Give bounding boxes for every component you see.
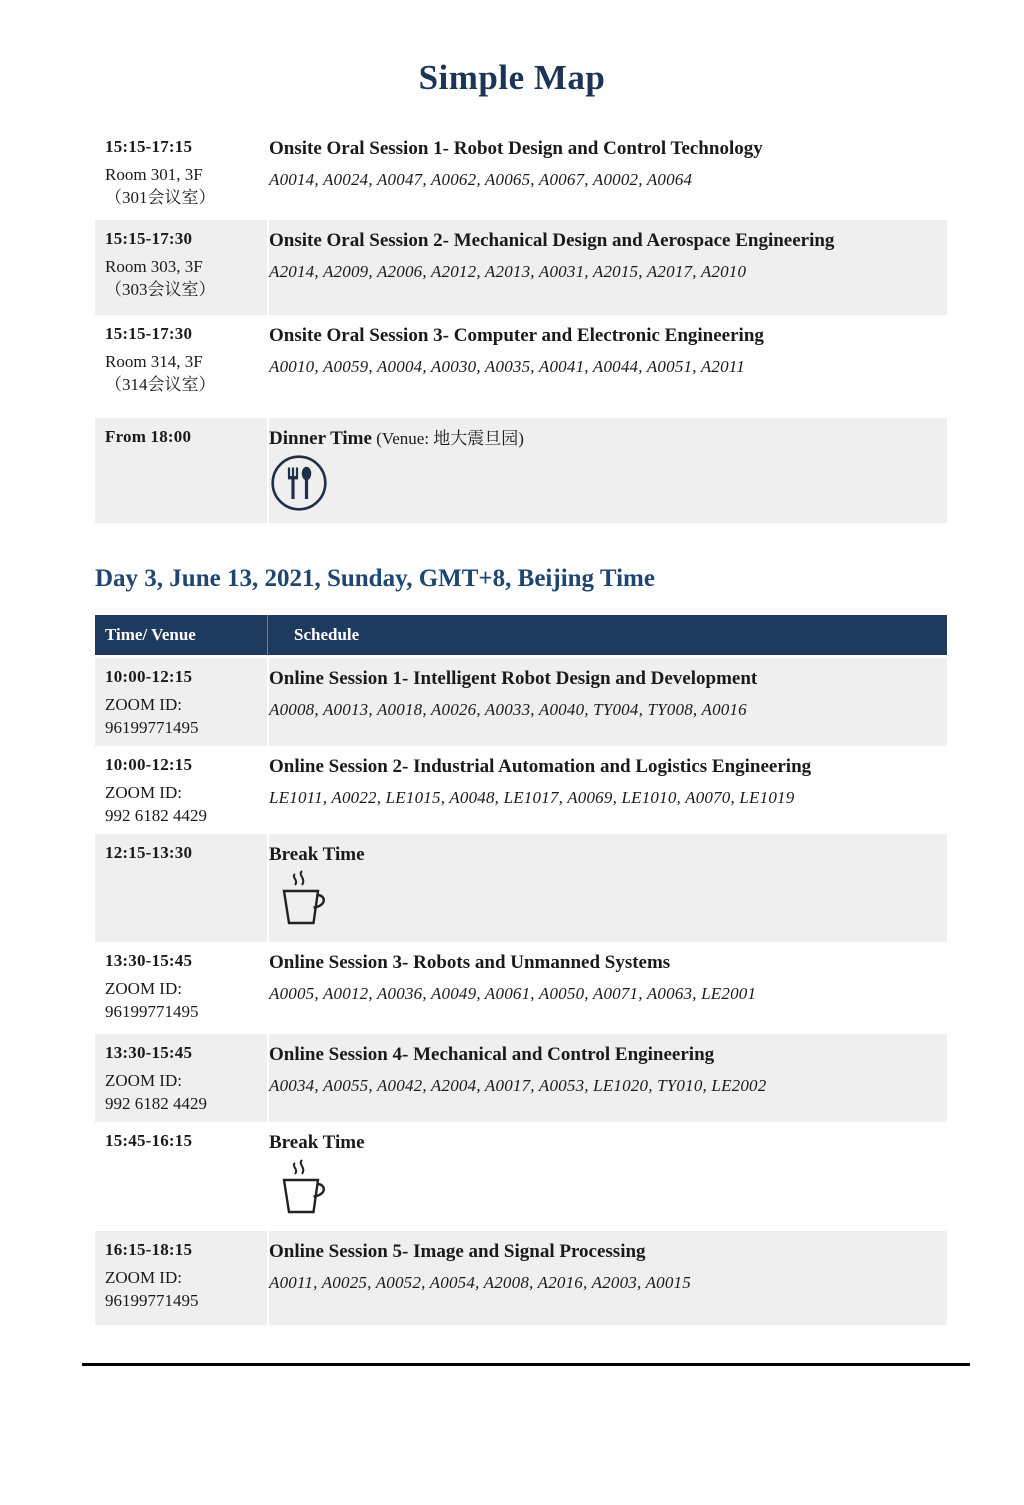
session-title-line bbox=[269, 229, 937, 253]
session-title: Online Session 5- Image and Signal Processing bbox=[269, 1241, 646, 1262]
schedule-cell bbox=[267, 418, 947, 523]
schedule-cell bbox=[267, 658, 947, 746]
time-venue-cell bbox=[95, 220, 267, 315]
session-venue-line1: ZOOM ID: bbox=[105, 979, 182, 999]
schedule-row bbox=[95, 746, 947, 834]
schedule-cell bbox=[267, 746, 947, 834]
schedule-cell bbox=[267, 942, 947, 1034]
session-venue-line2: （314会议室） bbox=[105, 374, 216, 394]
schedule-cell bbox=[267, 1122, 947, 1231]
conference-program-page bbox=[0, 58, 1024, 1366]
session-time: 15:15-17:30 bbox=[105, 229, 193, 248]
session-title-line bbox=[269, 951, 937, 975]
time-venue-cell bbox=[95, 746, 267, 834]
session-title: Online Session 3- Robots and Unmanned Systems bbox=[269, 952, 671, 974]
session-title: Online Session 2- Industrial Automation and Logistics Engineering bbox=[269, 755, 812, 777]
page-title: Simple Map bbox=[418, 58, 606, 97]
session-time: 13:30-15:45 bbox=[105, 1043, 193, 1063]
session-icon-slot bbox=[269, 1158, 937, 1225]
coffee-cup-icon bbox=[275, 869, 331, 931]
schedule-row bbox=[95, 1122, 947, 1231]
schedule-row bbox=[95, 834, 947, 943]
page-bottom-rule bbox=[82, 1363, 970, 1366]
session-paper-codes: A0034, A0055, A0042, A2004, A0017, A0053, LE1020, TY010, LE2002 bbox=[269, 1076, 767, 1096]
session-title-line bbox=[269, 1043, 937, 1067]
schedule-row bbox=[95, 1034, 947, 1122]
onsite-sessions-table bbox=[95, 128, 947, 523]
session-title-line bbox=[269, 667, 937, 691]
time-venue-cell bbox=[95, 658, 267, 746]
session-paper-codes: A0005, A0012, A0036, A0049, A0061, A0050, A0071, A0063, LE2001 bbox=[269, 984, 757, 1004]
time-venue-cell bbox=[95, 1034, 267, 1122]
session-title-line bbox=[269, 755, 937, 779]
time-venue-cell bbox=[95, 834, 267, 943]
fork-and-spoon-icon bbox=[270, 454, 328, 512]
time-venue-cell bbox=[95, 942, 267, 1034]
schedule-row bbox=[95, 1231, 947, 1325]
session-title-line bbox=[269, 427, 937, 451]
session-title-line bbox=[269, 137, 937, 161]
session-title: Online Session 1- Intelligent Robot Design and Development bbox=[269, 667, 758, 689]
session-venue-line2: （303会议室） bbox=[105, 279, 216, 299]
session-venue-line1: ZOOM ID: bbox=[105, 782, 182, 802]
session-venue-line2: 96199771495 bbox=[105, 1290, 199, 1310]
session-icon-slot bbox=[269, 454, 937, 517]
time-venue-cell bbox=[95, 315, 267, 418]
schedule-cell bbox=[267, 834, 947, 943]
session-venue-line2: （301会议室） bbox=[105, 187, 216, 207]
schedule-row bbox=[95, 658, 947, 746]
session-venue-line1: ZOOM ID: bbox=[105, 694, 182, 714]
session-paper-codes: A0008, A0013, A0018, A0026, A0033, A0040, TY004, TY008, A0016 bbox=[269, 699, 747, 719]
column-header-time-venue: Time/ Venue bbox=[105, 624, 196, 644]
schedule-row bbox=[95, 942, 947, 1034]
session-paper-codes: A2014, A2009, A2006, A2012, A2013, A0031, A2015, A2017, A2010 bbox=[269, 261, 747, 281]
session-title: Onsite Oral Session 1- Robot Design and Control Technology bbox=[269, 138, 763, 159]
session-time: 15:45-16:15 bbox=[105, 1131, 193, 1151]
session-title-suffix: (Venue: 地大震旦园) bbox=[371, 429, 524, 448]
session-venue-line1: ZOOM ID: bbox=[105, 1071, 182, 1091]
session-title: Break Time bbox=[269, 1132, 365, 1154]
session-time: 13:30-15:45 bbox=[105, 951, 193, 971]
session-venue-line2: 96199771495 bbox=[105, 1002, 199, 1022]
time-venue-cell bbox=[95, 1122, 267, 1231]
session-title: Break Time bbox=[269, 843, 365, 865]
session-venue-line2: 992 6182 4429 bbox=[105, 805, 207, 825]
session-paper-codes: LE1011, A0022, LE1015, A0048, LE1017, A0069, LE1010, A0070, LE1019 bbox=[269, 787, 795, 807]
time-venue-cell bbox=[95, 128, 267, 220]
column-header-schedule: Schedule bbox=[267, 615, 947, 655]
session-time: From 18:00 bbox=[105, 427, 192, 446]
schedule-table-header bbox=[95, 615, 947, 655]
schedule-row bbox=[95, 315, 947, 418]
session-time: 15:15-17:30 bbox=[105, 324, 193, 343]
session-title-line bbox=[269, 1240, 937, 1264]
schedule-cell bbox=[267, 1034, 947, 1122]
session-time: 15:15-17:15 bbox=[105, 137, 193, 156]
session-icon-slot bbox=[269, 869, 937, 936]
session-venue-line1: Room 303, 3F bbox=[105, 257, 203, 276]
session-time: 16:15-18:15 bbox=[105, 1240, 193, 1259]
coffee-cup-icon bbox=[275, 1158, 331, 1220]
day3-sessions-table bbox=[95, 658, 947, 1325]
schedule-row bbox=[95, 220, 947, 315]
session-paper-codes: A0010, A0059, A0004, A0030, A0035, A0041, A0044, A0051, A2011 bbox=[269, 356, 745, 376]
session-venue-line2: 96199771495 bbox=[105, 717, 199, 737]
session-title-line bbox=[269, 843, 937, 867]
session-venue-line1: ZOOM ID: bbox=[105, 1268, 182, 1287]
session-title: Online Session 4- Mechanical and Control Engineering bbox=[269, 1044, 715, 1066]
schedule-row bbox=[95, 128, 947, 220]
session-title: Onsite Oral Session 2- Mechanical Design and Aerospace Engineering bbox=[269, 230, 835, 251]
session-time: 12:15-13:30 bbox=[105, 842, 193, 862]
schedule-cell bbox=[267, 128, 947, 220]
session-paper-codes: A0014, A0024, A0047, A0062, A0065, A0067, A0002, A0064 bbox=[269, 169, 693, 189]
session-venue-line1: Room 314, 3F bbox=[105, 352, 203, 371]
schedule-cell bbox=[267, 220, 947, 315]
session-venue-line1: Room 301, 3F bbox=[105, 165, 203, 184]
time-venue-cell bbox=[95, 418, 267, 523]
session-title-line bbox=[269, 1131, 937, 1155]
session-paper-codes: A0011, A0025, A0052, A0054, A2008, A2016, A2003, A0015 bbox=[269, 1272, 691, 1292]
session-title: Onsite Oral Session 3- Computer and Electronic Engineering bbox=[269, 325, 764, 346]
session-time: 10:00-12:15 bbox=[105, 666, 193, 686]
schedule-cell bbox=[267, 315, 947, 418]
session-title: Dinner Time bbox=[269, 428, 372, 449]
time-venue-cell bbox=[95, 1231, 267, 1325]
session-venue-line2: 992 6182 4429 bbox=[105, 1094, 207, 1114]
session-time: 10:00-12:15 bbox=[105, 754, 193, 774]
schedule-row bbox=[95, 418, 947, 523]
schedule-cell bbox=[267, 1231, 947, 1325]
day3-heading: Day 3, June 13, 2021, Sunday, GMT+8, Beijing Time bbox=[95, 564, 655, 592]
session-title-line bbox=[269, 324, 937, 348]
